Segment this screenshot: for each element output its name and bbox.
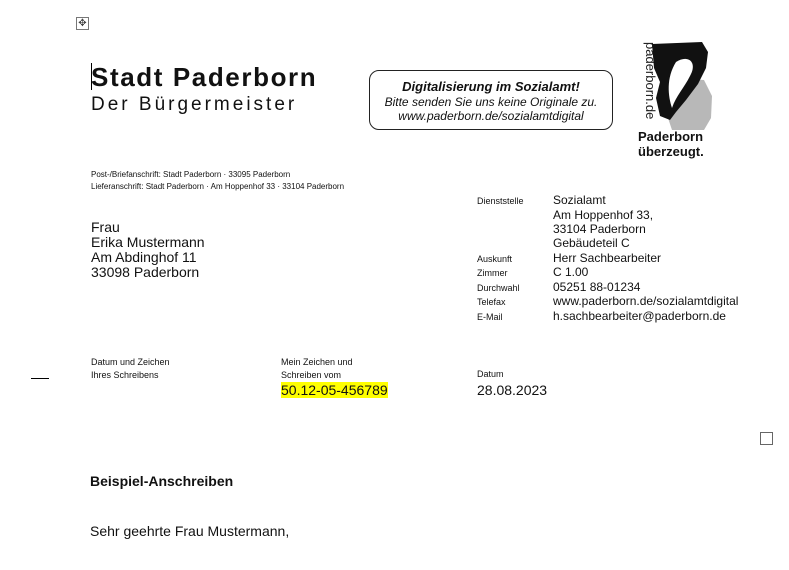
logo-line2: überzeugt. [638, 144, 704, 159]
logo-url-text: paderborn.de [643, 42, 658, 120]
notice-line1: Bitte senden Sie uns keine Originale zu. [384, 94, 598, 109]
email-value: h.sachbearbeiter@paderborn.de [553, 309, 726, 323]
auskunft-label: Auskunft [477, 254, 513, 264]
our-reference-label [281, 356, 353, 381]
telefax-label: Telefax [477, 297, 506, 307]
dienststelle-label: Dienststelle [477, 196, 524, 206]
recipient-city: 33098 Paderborn [91, 264, 200, 280]
their-reference-line1: Datum und Zeichen [91, 357, 170, 367]
delivery-address: Lieferanschrift: Stadt Paderborn · Am Hoppenhof 33 · 33104 Paderborn [91, 182, 345, 191]
notice-title: Digitalisierung im Sozialamt! [402, 79, 580, 94]
table-move-handle[interactable]: ✥ [76, 17, 89, 30]
sender-name: Stadt Paderborn [91, 62, 318, 92]
recipient-name: Erika Mustermann [91, 234, 205, 250]
durchwahl-value: 05251 88-01234 [553, 280, 641, 294]
dienststelle-line-2: Am Hoppenhof 33, [553, 208, 654, 222]
fold-mark [31, 378, 49, 379]
letter-subject: Beispiel-Anschreiben [90, 473, 234, 489]
digitalization-notice-box [369, 70, 613, 130]
letter-salutation: Sehr geehrte Frau Mustermann, [90, 523, 290, 539]
recipient-street: Am Abdinghof 11 [91, 249, 197, 265]
date-label: Datum [477, 369, 504, 379]
their-reference-line2: Ihres Schreibens [91, 369, 159, 380]
dienststelle-line-1: Sozialamt [553, 193, 606, 207]
their-reference-label [91, 356, 170, 381]
dienststelle-line-4: Gebäudeteil C [553, 236, 630, 250]
date-value: 28.08.2023 [477, 382, 548, 398]
zimmer-value: C 1.00 [553, 265, 589, 279]
recipient-salutation: Frau [91, 219, 120, 235]
content-control-checkbox[interactable] [760, 432, 773, 445]
sender-role: Der Bürgermeister [91, 94, 298, 115]
our-reference-line2: Schreiben vom [281, 369, 342, 380]
recipient-address [91, 220, 205, 280]
postal-address: Post-/Briefanschrift: Stadt Paderborn · 33095 Paderborn [91, 170, 291, 179]
logo-line1: Paderborn [638, 129, 704, 144]
durchwahl-label: Durchwahl [477, 283, 520, 293]
dienststelle-line-3: 33104 Paderborn [553, 222, 646, 236]
zimmer-label: Zimmer [477, 268, 508, 278]
email-label: E-Mail [477, 312, 503, 322]
paderborn-logo [632, 38, 722, 160]
notice-line2: www.paderborn.de/sozialamtdigital [398, 109, 584, 123]
our-reference-line1: Mein Zeichen und [281, 357, 353, 367]
auskunft-value: Herr Sachbearbeiter [553, 251, 662, 265]
telefax-value: www.paderborn.de/sozialamtdigital [553, 294, 739, 308]
our-reference-value: 50.12-05-456789 [281, 382, 388, 398]
